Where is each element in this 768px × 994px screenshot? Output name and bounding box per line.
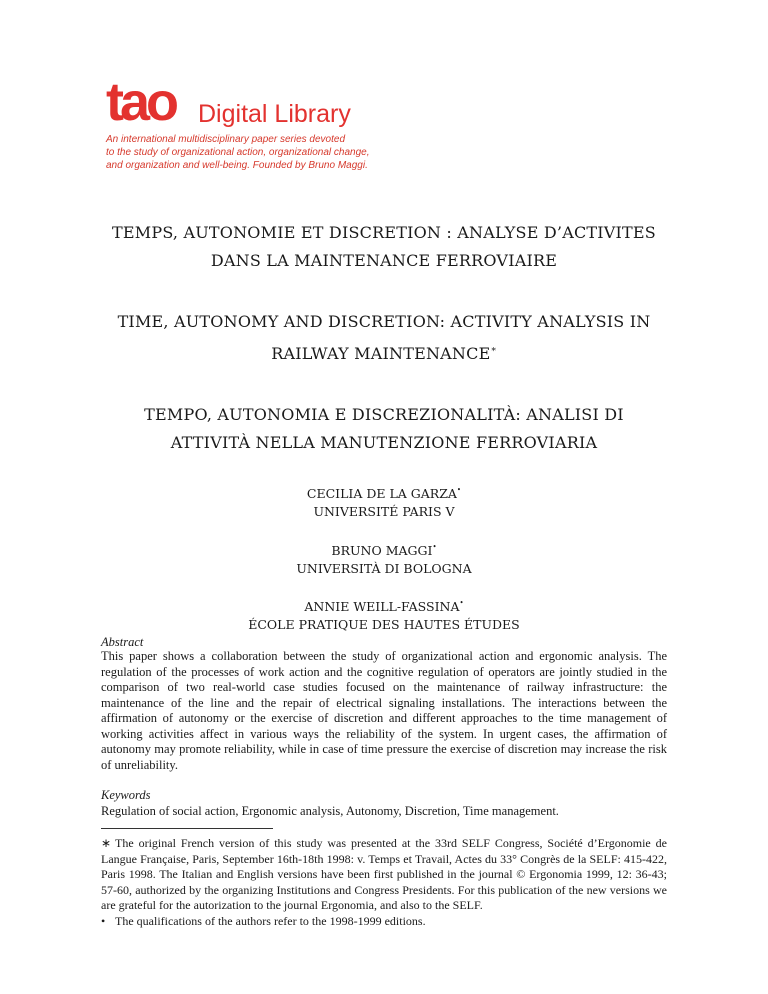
- author-affiliation: ÉCOLE PRATIQUE DES HAUTES ÉTUDES: [248, 617, 520, 632]
- author-name-line: [96, 481, 672, 503]
- title-italian: [96, 401, 672, 457]
- author-footnote-marker: •: [432, 543, 437, 551]
- author-footnote-marker: •: [459, 599, 464, 607]
- author-name: CECILIA DE LA GARZA: [306, 486, 457, 501]
- author-name-line: [96, 538, 672, 560]
- author-affiliation: UNIVERSITÉ PARIS V: [313, 504, 455, 519]
- title-line: TIME, AUTONOMY AND DISCRETION: ACTIVITY ANALYSIS IN: [117, 312, 651, 331]
- title-line: [96, 336, 672, 368]
- author-name: BRUNO MAGGI: [331, 543, 433, 558]
- keywords-text: Regulation of social action, Ergonomic analysis, Autonomy, Discretion, Time management.: [101, 804, 559, 818]
- tagline-line: and organization and well-being. Founded by Bruno Maggi.: [106, 160, 368, 171]
- author-affiliation: UNIVERSITÀ DI BOLOGNA: [296, 561, 472, 576]
- tagline-line: An international multidisciplinary paper series devoted: [106, 134, 346, 145]
- author-name: ANNIE WEILL-FASSINA: [304, 599, 460, 614]
- title-french: [96, 219, 672, 275]
- tao-digital-library-logo: [106, 74, 406, 134]
- author-name-line: [96, 594, 672, 616]
- author-block: [96, 538, 672, 578]
- title-line: TEMPS, AUTONOMIE ET DISCRETION : ANALYSE D’ACTIVITES: [112, 223, 656, 242]
- title-line: TEMPO, AUTONOMIA E DISCREZIONALITÀ: ANALISI DI: [144, 405, 624, 424]
- abstract-heading: Abstract: [101, 635, 144, 649]
- author-block: [96, 594, 672, 634]
- footnote-text: The qualifications of the authors refer to the 1998-1999 editions.: [115, 914, 426, 928]
- series-tagline: [106, 133, 526, 172]
- logo-mark: tao: [106, 72, 175, 132]
- logo-text: Digital Library: [198, 100, 351, 128]
- footnote: [101, 836, 667, 914]
- abstract-text: This paper shows a collaboration between the study of organizational action and ergonomic analysis. The regulation of the processes of work action and the cognitive regulation of operators are jointly studied in the comparison of two real-world case studies focused on the maintenance of railway infrastructure: the maintenance of the line and the repair of electrical signaling installations. The interactions between the affirmation of autonomy or the exercise of discretion and different approaches to the time management of working activities affect in various ways the reliability of the system. In urgent cases, the affirmation of autonomy may promote reliability, while in case of time pressure the exercise of discretion may increase the risk of unreliability.: [101, 649, 667, 772]
- title-line-text: RAILWAY MAINTENANCE: [271, 344, 491, 363]
- footnote-mark: ∗: [101, 836, 112, 850]
- author-footnote-marker: •: [456, 486, 462, 494]
- footnote-marker: ∗: [490, 345, 497, 355]
- title-line: DANS LA MAINTENANCE FERROVIAIRE: [210, 251, 558, 270]
- tagline-line: to the study of organizational action, organizational change,: [106, 147, 370, 158]
- footnote-divider: [101, 828, 273, 829]
- footnote: [101, 914, 667, 930]
- title-line: ATTIVITÀ NELLA MANUTENZIONE FERROVIARIA: [170, 433, 598, 452]
- footnote-text: The original French version of this study was presented at the 33rd SELF Congress, Société d’Ergonomie de Langue Française, Paris, September 16th-18th 1998: v. Temps et Travail, Actes du 33° Congrès de la SELF: 415-422, Paris 1998. The Italian and English versions have been first published in the journal © Ergonomia 1999, 12: 36-43; 57-60, authorized by the organizing Institutions and Congress Presidents. For this publication of the new versions we are grateful for the autorization to the journal Ergonomia, and also to the SELF.: [101, 836, 667, 912]
- title-english: [96, 308, 672, 368]
- author-block: [96, 481, 672, 521]
- footnote-mark: •: [101, 914, 106, 928]
- keywords-heading: Keywords: [101, 788, 151, 802]
